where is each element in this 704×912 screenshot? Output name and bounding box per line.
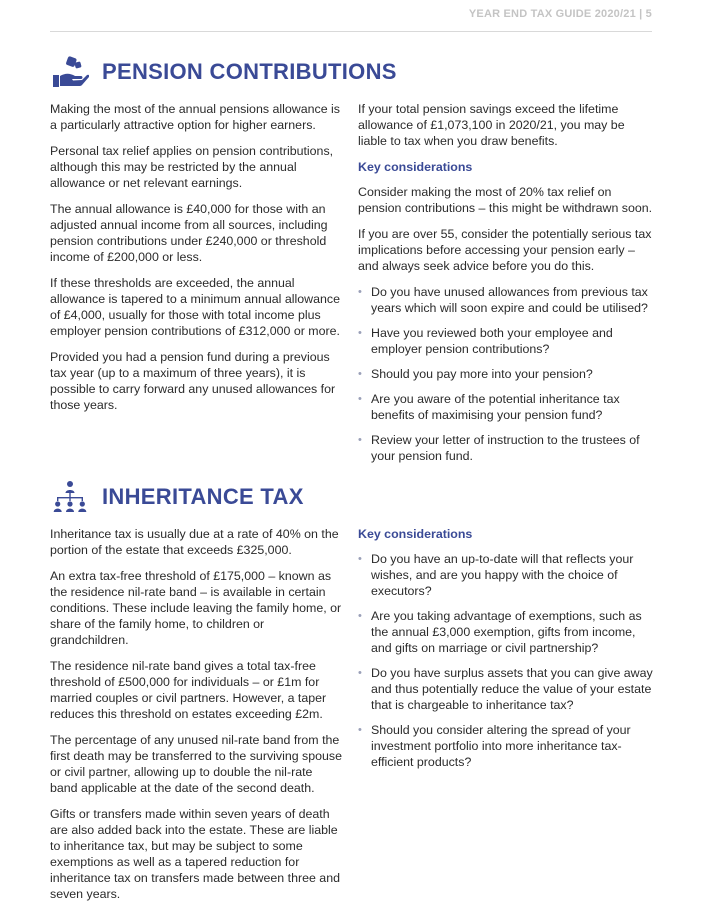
inheritance-right-column (358, 526, 654, 779)
pension-lifetime-paragraph: If your total pension savings exceed the lifetime allowance of £1,073,100 in 2020/21, you may be liable to tax when you draw benefits. (358, 102, 625, 148)
inheritance-title: INHERITANCE TAX (102, 484, 304, 509)
pension-paragraph: Making the most of the annual pensions allowance is a particularly attractive option for higher earners. (50, 102, 340, 132)
pension-consideration-paragraph: If you are over 55, consider the potentially serious tax implications before accessing your pension early – and always seek advice before you do this. (358, 227, 652, 273)
pension-consideration-paragraph: Consider making the most of 20% tax relief on pension contributions – this might be withdrawn soon. (358, 185, 653, 215)
pension-left-column (50, 101, 342, 423)
hand-coins-icon (50, 54, 90, 90)
inheritance-paragraph: The residence nil-rate band gives a total tax-free threshold of £500,000 for individuals – or £1m for married couples or civil partners. However, a taper reduces this threshold on estates exceeding £2m. (50, 659, 327, 721)
pension-paragraph: The annual allowance is £40,000 for those with an adjusted annual income from all sources, including pension contributions under £240,000 or threshold income of £200,000 or less. (50, 202, 328, 264)
inheritance-key-considerations-heading: Key considerations (358, 527, 473, 541)
pension-paragraph: If these thresholds are exceeded, the annual allowance is tapered to a minimum annual allowance of £4,000, usually for those with total income plus employer pension contributions of £312,000 or more. (50, 276, 340, 338)
list-item: • Review your letter of instruction to the trustees of your pension fund. (358, 432, 654, 464)
inheritance-bullet-list (358, 551, 654, 770)
pension-paragraph: Provided you had a pension fund during a previous tax year (up to a maximum of three years), it is possible to carry forward any unused allowances for those years. (50, 350, 336, 412)
list-item: • Have you reviewed both your employee and employer pension contributions? (358, 325, 654, 357)
inheritance-paragraph: The percentage of any unused nil-rate band from the first death may be transferred to the surviving spouse or civil partner, allowing up to double the nil-rate band applicable at the date of the second death. (50, 733, 343, 795)
list-item: • Should you pay more into your pension? (358, 366, 654, 382)
list-item: • Are you aware of the potential inheritance tax benefits of maximising your pension fund? (358, 391, 654, 423)
pension-title: PENSION CONTRIBUTIONS (102, 59, 397, 84)
inheritance-left-column (50, 526, 342, 912)
list-item: • Do you have an up-to-date will that reflects your wishes, and are you happy with the choice of executors? (358, 551, 654, 599)
inheritance-paragraph: Gifts or transfers made within seven years of death are also added back into the estate. These are liable to inheritance tax, but may be subject to some exemptions as well as a tapered reduction for inheritance tax on transfers made between three and seven years. (50, 807, 340, 901)
list-item: • Do you have surplus assets that you can give away and thus potentially reduce the value of your estate that is chargeable to inheritance tax? (358, 665, 654, 713)
inheritance-section-heading (50, 479, 304, 515)
pension-right-column (358, 101, 654, 473)
pension-key-considerations-heading: Key considerations (358, 160, 473, 174)
inheritance-paragraph: Inheritance tax is usually due at a rate of 40% on the portion of the estate that exceeds £325,000. (50, 527, 339, 557)
inheritance-paragraph: An extra tax-free threshold of £175,000 – known as the residence nil-rate band – is available in certain conditions. These include leaving the family home, or share of the family home, to children or grandchildren. (50, 569, 342, 647)
page-header: YEAR END TAX GUIDE 2020/21 | 5 (468, 8, 652, 20)
list-item: • Should you consider altering the spread of your investment portfolio into more inheritance tax-efficient products? (358, 722, 654, 770)
pension-section-heading (50, 54, 397, 90)
family-tree-icon (50, 479, 90, 515)
list-item: • Do you have unused allowances from previous tax years which will soon expire and could be utilised? (358, 284, 654, 316)
pension-paragraph: Personal tax relief applies on pension contributions, although this may be restricted by the annual allowance or net relevant earnings. (50, 144, 334, 190)
pension-bullet-list (358, 284, 654, 464)
header-divider (50, 31, 652, 32)
list-item: • Are you taking advantage of exemptions, such as the annual £3,000 exemption, gifts from income, and gifts on marriage or civil partnership? (358, 608, 654, 656)
